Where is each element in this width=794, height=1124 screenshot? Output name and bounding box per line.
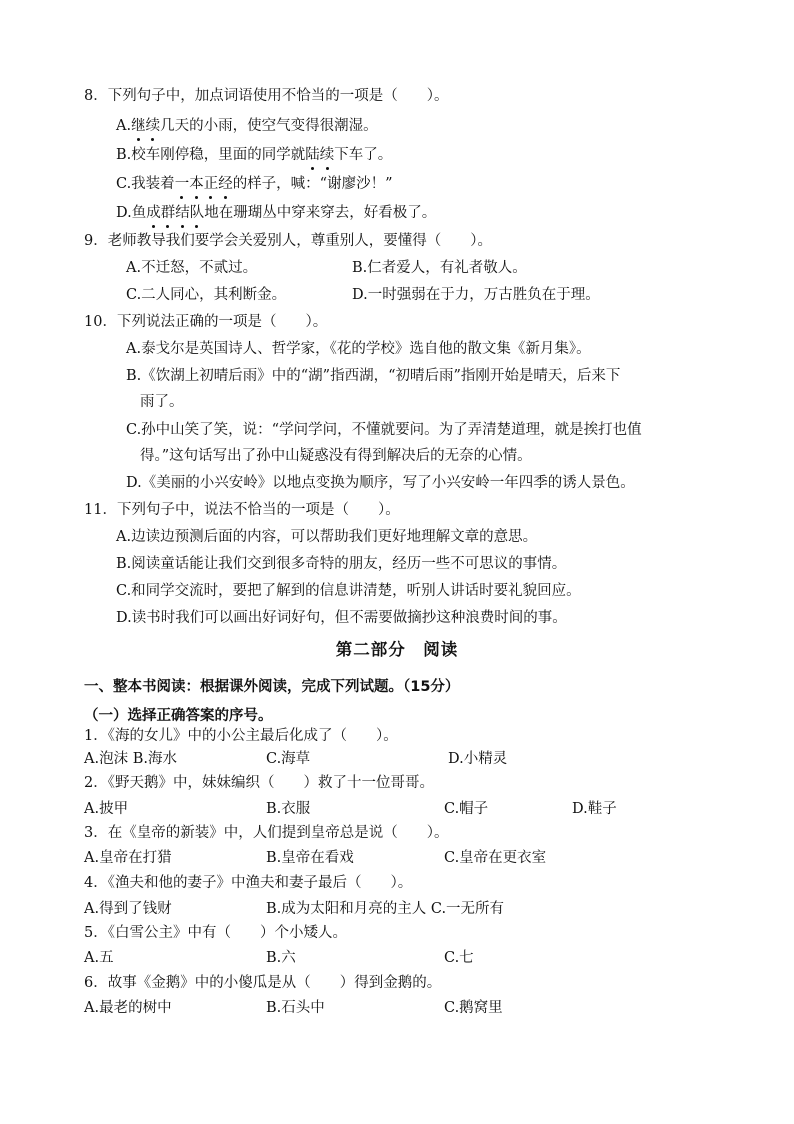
q9-option-c: C.二人同心，其利断金。 <box>126 287 287 303</box>
q11-option-a: A.边读边预测后面的内容，可以帮助我们更好地理解文章的意思。 <box>116 529 538 545</box>
reading-q3-stem: 3．在《皇帝的新装》中，人们提到皇帝总是说（ ）。 <box>84 825 449 841</box>
q10-option-b-line2: 雨了。 <box>140 394 184 410</box>
reading-q5-option-c: C.七 <box>444 950 474 966</box>
option-text: B.校车刚停稳，里面的同学就 <box>116 147 306 163</box>
dotted-char: 本 <box>189 176 204 192</box>
dotted-char: 陆 <box>305 147 320 163</box>
dotted-char: 群 <box>160 205 176 221</box>
reading-q2-stem: 2．《野天鹅》中，妹妹编织（ ）救了十一位哥哥。 <box>84 775 434 791</box>
dotted-char: 续 <box>319 147 335 163</box>
reading-q3-option-b: B.皇帝在看戏 <box>266 850 354 866</box>
reading-q4-stem: 4．《渔夫和他的妻子》中渔夫和妻子最后（ ）。 <box>84 875 413 891</box>
option-text: A. <box>116 118 132 134</box>
reading-q4-option-a: A.得到了钱财 <box>84 901 172 917</box>
reading-q2-option-d: D.鞋子 <box>572 801 617 817</box>
option-text: 下车了。 <box>334 147 393 163</box>
reading-q2-option-b: B.衣服 <box>266 801 311 817</box>
reading-q5-stem: 5．《白雪公主》中有（ ）个小矮人。 <box>84 925 347 941</box>
option-text: 的样子，喊：“谢廖沙！” <box>232 176 393 192</box>
q10-option-b-line1: B.《饮湖上初晴后雨》中的“湖”指西湖，“初晴后雨”指刚开始是晴天，后来下 <box>126 368 621 384</box>
q9-option-a: A.不迁怒，不贰过。 <box>126 260 258 276</box>
dotted-char: 继 <box>131 118 146 134</box>
reading-q2-option-a: A.披甲 <box>84 801 129 817</box>
option-text: 几天的小雨，使空气变得很潮湿。 <box>160 118 378 134</box>
dotted-char: 成 <box>146 205 161 221</box>
q10-option-c-line2: 得。”这句话写出了孙中山疑惑没有得到解决后的无奈的心情。 <box>140 448 532 464</box>
q9-option-d: D.一时强弱在于力，万古胜负在于理。 <box>352 287 600 303</box>
dotted-char: 一 <box>174 176 190 192</box>
q11-stem: 11．下列句子中，说法不恰当的一项是（ ）。 <box>84 502 400 518</box>
reading-q1-option-d: D.小精灵 <box>448 751 508 767</box>
q8-option-b <box>116 145 392 165</box>
reading-q6-option-a: A.最老的树中 <box>84 1000 172 1016</box>
reading-q6-stem: 6．故事《金鹅》中的小傻瓜是从（ ）得到金鹅的。 <box>84 975 442 991</box>
dotted-char: 续 <box>145 118 161 134</box>
dotted-char: 结 <box>175 205 190 221</box>
dotted-char: 经 <box>218 176 233 192</box>
option-text: D.鱼 <box>116 205 147 221</box>
q10-stem: 10．下列说法正确的一项是（ ）。 <box>84 314 328 330</box>
q11-option-c: C.和同学交流时，要把了解到的信息讲清楚，听别人讲话时要礼貌回应。 <box>116 583 581 599</box>
reading-q1-option-c: C.海草 <box>266 751 311 767</box>
reading-q3-option-a: A.皇帝在打猎 <box>84 850 172 866</box>
reading-q6-option-c: C.鹅窝里 <box>444 1000 503 1016</box>
q9-stem: 9．老师教导我们要学会关爱别人，尊重别人，要懂得（ ）。 <box>84 233 492 249</box>
reading-q2-option-c: C.帽子 <box>444 801 489 817</box>
subsection1-heading: （一）选择正确答案的序号。 <box>84 708 273 724</box>
reading-q1-option-a: A.泡沫 B.海水 <box>84 751 177 767</box>
dotted-char: 队 <box>189 205 205 221</box>
q10-option-a: A.泰戈尔是英国诗人、哲学家，《花的学校》选自他的散文集《新月集》。 <box>126 341 591 357</box>
part2-title: 第二部分 阅读 <box>335 640 459 659</box>
dotted-char: 正 <box>203 176 219 192</box>
reading-q3-option-c: C.皇帝在更衣室 <box>444 850 547 866</box>
q8-stem: 8．下列句子中，加点词语使用不恰当的一项是（ ）。 <box>84 88 449 104</box>
option-text: C.我装着 <box>116 176 175 192</box>
q10-option-c-line1: C.孙中山笑了笑，说：“学问学问，不懂就要问。为了弄清楚道理，就是挨打也值 <box>126 422 642 438</box>
section1-heading: 一、整本书阅读：根据课外阅读，完成下列试题。（15分） <box>84 679 460 695</box>
q11-option-d: D.读书时我们可以画出好词好句，但不需要做摘抄这种浪费时间的事。 <box>116 610 567 626</box>
option-text: 地在珊瑚丛中穿来穿去，好看极了。 <box>204 205 437 221</box>
q8-option-a <box>116 116 378 136</box>
q8-option-c <box>116 174 393 194</box>
q10-option-d: D.《美丽的小兴安岭》以地点变换为顺序，写了小兴安岭一年四季的诱人景色。 <box>126 475 635 491</box>
q9-option-b: B.仁者爱人，有礼者敬人。 <box>352 260 527 276</box>
reading-q6-option-b: B.石头中 <box>266 1000 325 1016</box>
reading-q5-option-b: B.六 <box>266 950 296 966</box>
q8-option-d <box>116 203 436 223</box>
reading-q5-option-a: A.五 <box>84 950 114 966</box>
q11-option-b: B.阅读童话能让我们交到很多奇特的朋友，经历一些不可思议的事情。 <box>116 556 567 572</box>
reading-q1-stem: 1．《海的女儿》中的小公主最后化成了（ ）。 <box>84 728 398 744</box>
reading-q4-option-b: B.成为太阳和月亮的主人 C.一无所有 <box>266 901 505 917</box>
